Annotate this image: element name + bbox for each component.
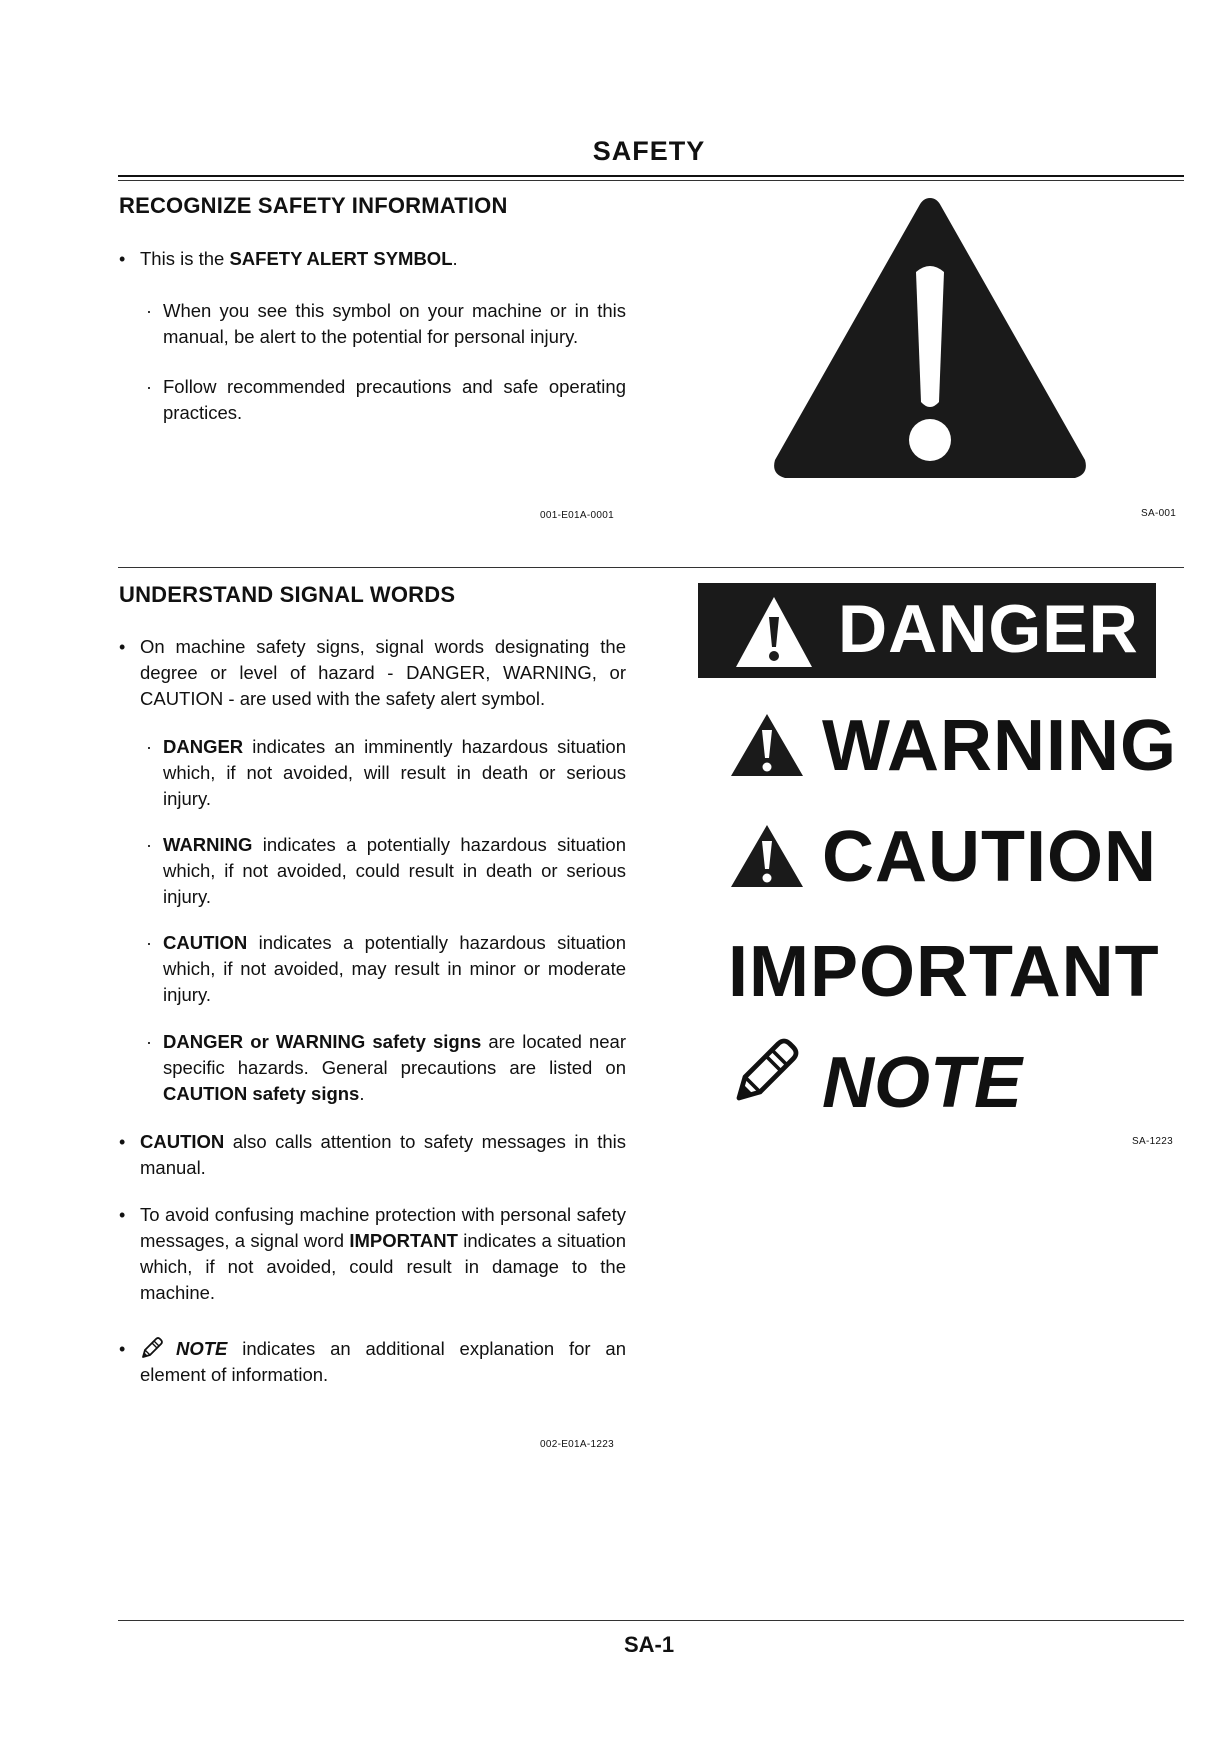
alert-sub-item-1: · When you see this symbol on your machine or in this manual, be alert to the potential for personal injury. (146, 300, 626, 347)
figure-code-2: SA-1223 (1132, 1136, 1174, 1147)
danger-sign-text: DANGER (838, 591, 1139, 667)
warning-definition: · WARNING indicates a potentially hazardous situation which, if not avoided, could result in death or serious injury. (146, 834, 626, 907)
caution-alert-icon (729, 823, 805, 889)
page-number: SA-1 (623, 1632, 675, 1657)
pencil-icon (140, 1336, 164, 1360)
section-heading-recognize: RECOGNIZE SAFETY INFORMATION (119, 193, 508, 218)
note-pencil-icon (730, 1035, 802, 1107)
warning-sign-text: WARNING (822, 706, 1177, 786)
caution-messages-bullet: • CAUTION also calls attention to safety messages in this manual. (119, 1131, 626, 1178)
title-rule (118, 175, 1184, 177)
note-bullet: • NOTE indicates an additional explanation for an element of information. (119, 1338, 626, 1385)
danger-sign (698, 583, 1156, 678)
section-divider (118, 567, 1184, 568)
caution-sign-text: CAUTION (822, 817, 1157, 897)
section-heading-signal-words: UNDERSTAND SIGNAL WORDS (119, 582, 456, 607)
warning-alert-icon (729, 712, 805, 778)
note-sign-text: NOTE (822, 1043, 1023, 1123)
safety-alert-triangle-icon (765, 190, 1095, 488)
danger-alert-icon (734, 595, 814, 671)
safety-signs-definition: · DANGER or WARNING safety signs are located near specific hazards. General precautions are listed on CAUTION safety signs. (146, 1031, 627, 1104)
danger-definition: · DANGER indicates an imminently hazardous situation which, if not avoided, will result in death or serious injury. (146, 736, 626, 809)
bullet-dot: • (119, 249, 126, 269)
important-bullet: • To avoid confusing machine protection with personal safety messages, a signal word IMPORTANT indicates a situation which, if not avoided, could result in damage to the machine. (119, 1204, 626, 1303)
signal-words-intro: • On machine safety signs, signal words designating the degree or level of hazard - DANGER, WARNING, or CAUTION - are used with the safety alert symbol. (119, 636, 626, 709)
ref-code-2: 002-E01A-1223 (540, 1439, 614, 1450)
footer-rule (118, 1620, 1184, 1621)
title-rule-secondary (118, 180, 1184, 181)
page-title: SAFETY (592, 136, 706, 166)
caution-definition: · CAUTION indicates a potentially hazardous situation which, if not avoided, may result in minor or moderate injury. (146, 932, 626, 1005)
ref-code-1: 001-E01A-0001 (540, 510, 614, 521)
alert-sub-item-2: · Follow recommended precautions and safe operating practices. (146, 376, 626, 423)
figure-code-1: SA-001 (1141, 508, 1177, 519)
alert-symbol-bullet: • This is the SAFETY ALERT SYMBOL. (140, 246, 630, 272)
important-sign-text: IMPORTANT (728, 932, 1160, 1012)
